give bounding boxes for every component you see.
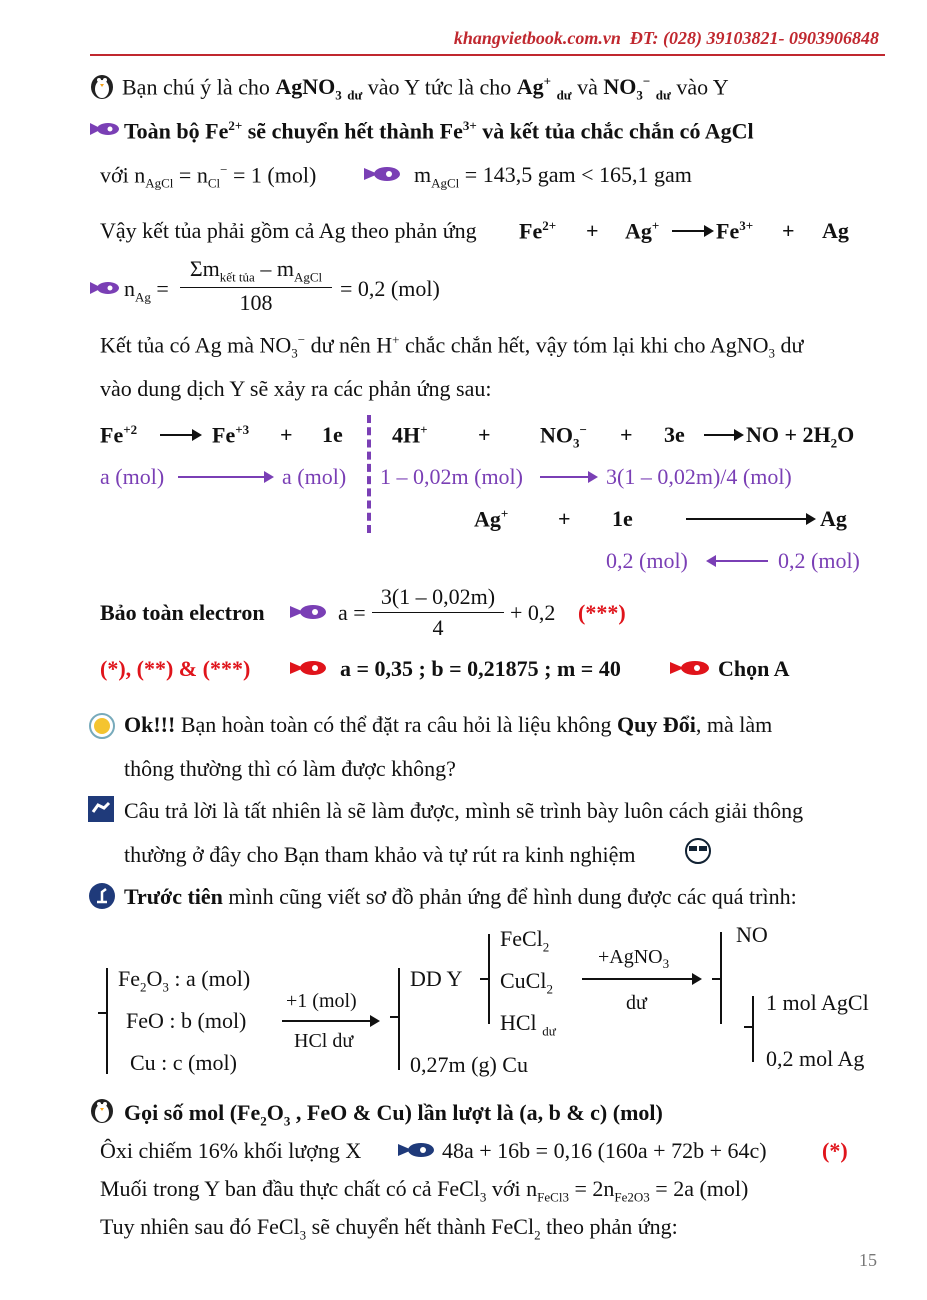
rocket-icon — [288, 602, 328, 622]
res-answer: Chọn A — [718, 656, 790, 681]
penguin-icon — [88, 1094, 116, 1124]
eq-plus2: + — [782, 218, 795, 243]
r2-a: a (mol) — [100, 464, 165, 489]
x1: $Fe_2O_3$ : a (mol) — [118, 966, 251, 995]
penguin-icon — [88, 70, 116, 100]
reaction-arrow — [704, 434, 742, 436]
brace-tip — [712, 978, 722, 980]
purple-arrow-left — [708, 560, 768, 562]
g3-line: Muối trong Y ban đầu thực chất có cả FeCl$_3$ với $n_{FeCl3} = 2n_{Fe2O3} = 2a$ (mol) — [100, 1176, 749, 1205]
r4-b: 0,2 (mol) — [778, 548, 860, 573]
nag-fraction: $\Sigma m_{kết tủa} - m_{AgCl}$ 108 — [180, 256, 332, 316]
y2: CuCl$_2$ — [500, 968, 553, 997]
r-fe2: $Fe^{+2}$ — [100, 422, 138, 448]
reaction-arrow — [160, 434, 200, 436]
g2-eq: 48a + 16b = 0,16 (160a + 72b + 64c) — [442, 1138, 767, 1163]
brace — [106, 968, 108, 1074]
r2-b: a (mol) — [282, 464, 347, 489]
y1: FeCl$_2$ — [500, 926, 550, 955]
r2-d: 3(1 – 0,02m)/4 (mol) — [606, 464, 792, 489]
rocket-icon — [88, 279, 120, 297]
rocket-icon — [288, 658, 328, 678]
z2: 1 mol AgCl — [766, 990, 869, 1015]
face-glasses-icon — [684, 836, 712, 866]
page-header — [454, 28, 879, 49]
rocket-icon — [396, 1140, 436, 1160]
r3-plus: + — [558, 506, 571, 531]
r-fe3: $Fe^{+3}$ — [212, 422, 250, 448]
arr1-bot: HCl dư — [294, 1030, 354, 1052]
purple-arrow — [540, 476, 596, 478]
header-phone: ĐT: (028) 39103821- 0903906848 — [629, 28, 879, 48]
gamepad-icon — [88, 796, 114, 822]
arr2-top: +AgNO$_3$ — [598, 946, 670, 971]
r-plus3: + — [620, 422, 633, 447]
eq-fe3: $Fe^{3+}$ — [716, 218, 754, 244]
para-2: Toàn bộ $Fe^{2+}$ sẽ chuyển hết thành $Fe^{3+}$ và kết tủa chắc chắn có AgCl — [124, 118, 754, 144]
microscope-icon — [88, 882, 116, 910]
rocket-icon — [88, 120, 120, 138]
r-no3: $NO_3^-$ — [540, 422, 587, 451]
brace-tip — [98, 1012, 108, 1014]
reaction-arrow — [686, 518, 814, 520]
arr2-bot: dư — [626, 992, 647, 1014]
r-plus: + — [280, 422, 293, 447]
r2-c: 1 – 0,02m (mol) — [380, 464, 523, 489]
r3-prod: Ag — [820, 506, 847, 531]
brace-tip — [744, 1026, 754, 1028]
eq-ag: Ag+ — [625, 218, 660, 244]
brace-tip — [390, 1016, 400, 1018]
eq-fe2: $Fe^{2+}$ — [519, 218, 557, 244]
eq-plus: + — [586, 218, 599, 243]
divider — [367, 415, 371, 533]
x2: FeO : b (mol) — [126, 1008, 247, 1033]
para-3b: $m_{AgCl} = 143,5$ gam < 165,1 gam — [414, 162, 692, 191]
para-1: Bạn chú ý là cho AgNO$_3$ $_{dư}$ vào Y tức là cho Ag+ $_{dư}$ và $NO_3^-$ $_{dư}$ vào Y — [122, 74, 729, 103]
rocket-icon — [362, 164, 402, 184]
r4-a: 0,2 (mol) — [606, 548, 688, 573]
cu-result: 0,27m (g) Cu — [410, 1052, 528, 1077]
nag-label: $n_{Ag}$ = — [124, 276, 169, 305]
header-site: khangvietbook.com.vn — [453, 28, 621, 48]
ok-line-1: Ok!!! Bạn hoàn toàn có thể đặt ra câu hỏi là liệu không Quy Đổi, mà làm — [124, 712, 773, 737]
x3: Cu : c (mol) — [130, 1050, 237, 1075]
res-values: a = 0,35 ; b = 0,21875 ; m = 40 — [340, 656, 621, 681]
bt-plus: + 0,2 — [510, 600, 556, 625]
r-3e: 3e — [664, 422, 685, 447]
page-number: 15 — [859, 1250, 877, 1270]
reaction-arrow — [672, 230, 712, 232]
g2-ref: (*) — [822, 1138, 848, 1163]
r-h: 4H+ — [392, 422, 428, 448]
rocket-icon — [668, 658, 712, 678]
reaction-arrow — [282, 1020, 378, 1022]
brace-tip — [480, 978, 490, 980]
eq-ag2: Ag — [822, 218, 849, 243]
ans-line-1: Câu trả lời là tất nhiên là sẽ làm được, mình sẽ trình bày luôn cách giải thông — [124, 798, 804, 823]
para-3: với $n_{AgCl} = n_{Cl}^- = 1$ (mol) — [100, 162, 317, 191]
ok-line-2: thông thường thì có làm được không? — [124, 756, 456, 781]
z3: 0,2 mol Ag — [766, 1046, 865, 1071]
g4-line: Tuy nhiên sau đó FeCl$_3$ sẽ chuyển hết thành FeCl$_2$ theo phản ứng: — [100, 1214, 678, 1243]
bt-a: a = — [338, 600, 366, 625]
r-prod: NO + $2H_2O$ — [746, 422, 855, 451]
header-rule — [90, 54, 885, 56]
r3-1e: 1e — [612, 506, 633, 531]
purple-arrow — [178, 476, 272, 478]
brace — [752, 996, 754, 1062]
tt-line: Trước tiên mình cũng viết sơ đồ phản ứng để hình dung được các quá trình: — [124, 884, 797, 909]
para-7: vào dung dịch Y sẽ xảy ra các phản ứng sau: — [100, 376, 492, 401]
brace — [398, 968, 400, 1070]
r-1e: 1e — [322, 422, 343, 447]
ddy: DD Y — [410, 966, 463, 991]
z1: NO — [736, 922, 768, 947]
g2-line: Ôxi chiếm 16% khối lượng X — [100, 1138, 362, 1163]
r-plus2: + — [478, 422, 491, 447]
smile-coin-icon — [88, 712, 116, 740]
y3: HCl $_{dư}$ — [500, 1010, 556, 1039]
para-6: Kết tủa có Ag mà $NO_3^-$ dư nên H+ chắc chắn hết, vậy tóm lại khi cho AgNO$_3$ dư — [100, 332, 804, 361]
arr1-top: +1 (mol) — [286, 990, 357, 1012]
g1-line: Gọi số mol ($Fe_2O_3$ , FeO & Cu) lần lượt là (a, b & c) (mol) — [124, 1100, 663, 1129]
para-4: Vậy kết tủa phải gồm cả Ag theo phản ứng — [100, 218, 477, 243]
r3-ag: Ag+ — [474, 506, 509, 532]
ans-line-2: thường ở đây cho Bạn tham khảo và tự rút ra kinh nghiệm — [124, 842, 636, 867]
res-refs: (*), (**) & (***) — [100, 656, 251, 681]
reaction-arrow — [582, 978, 700, 980]
bt-fraction: 3(1 – 0,02m) 4 — [372, 584, 504, 641]
bt-label: Bảo toàn electron — [100, 600, 265, 625]
bt-ref: (***) — [578, 600, 626, 625]
nag-result: = 0,2 (mol) — [340, 276, 440, 301]
